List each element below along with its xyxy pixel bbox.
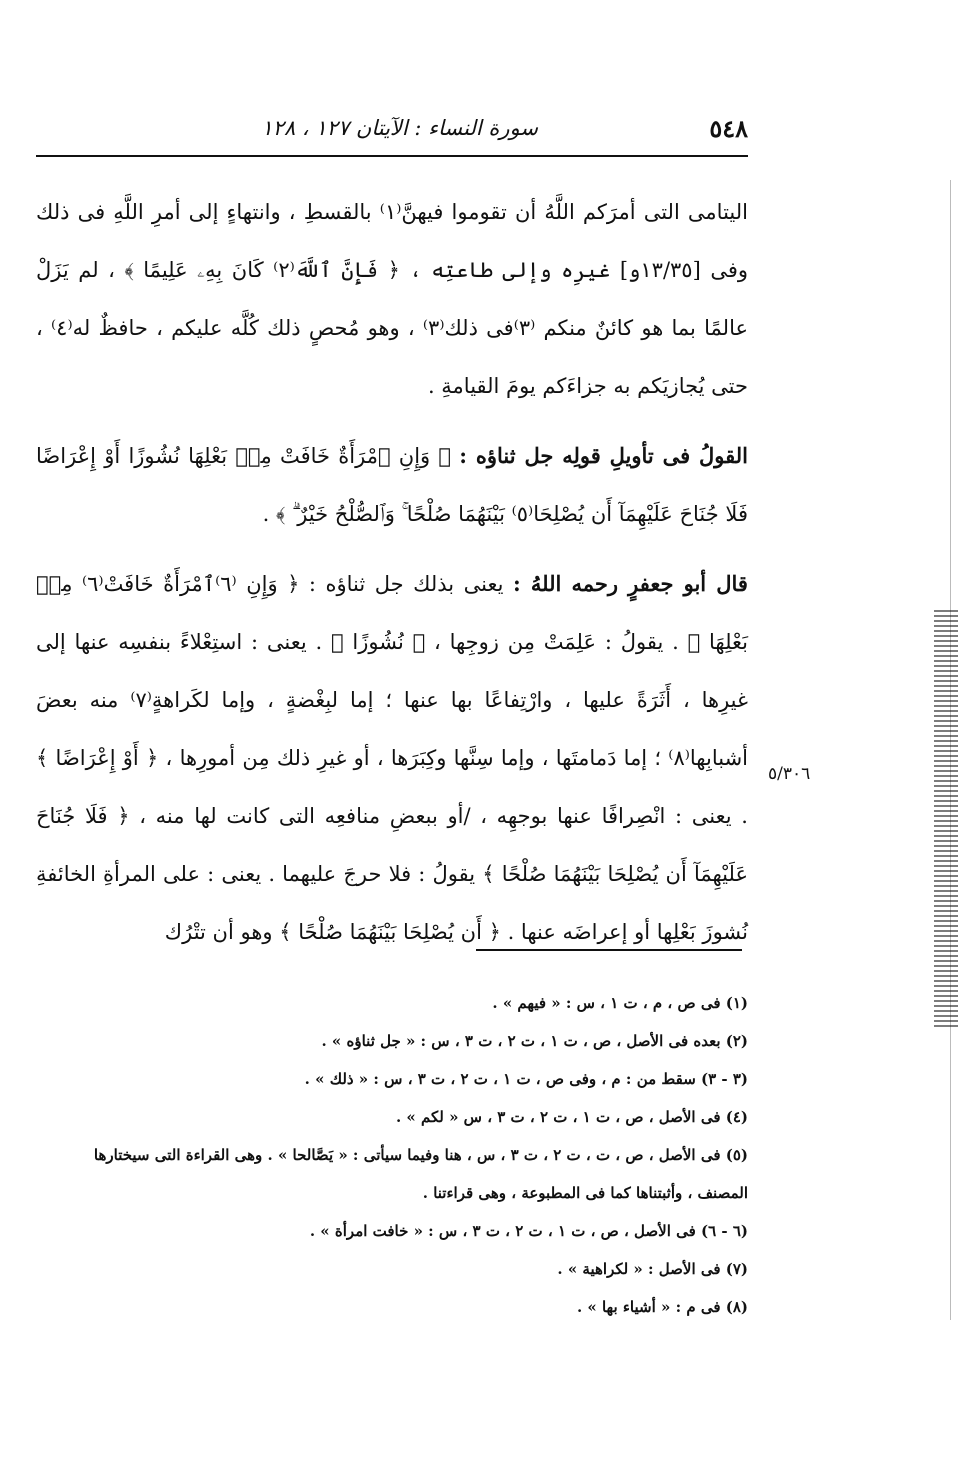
footnote-rule <box>476 949 742 951</box>
author-heading: قال أبو جعفرٍ رحمه اللهُ : <box>512 571 748 596</box>
footnote: (٣ - ٣) سقط من : م ، وفى ص ، ت ١ ، ت ٢ ، ت ٣ ، س : « ذلك » . <box>304 1070 748 1088</box>
margin-reference: ٥/٣٠٦ <box>768 764 811 784</box>
page-number: ٥٤٨ <box>709 114 748 143</box>
footnote: (٨) فى م : « أشياء بها » . <box>576 1298 748 1316</box>
paragraph <box>36 427 748 543</box>
quran-verse: ﴿ وَإِنِ ٱمْرَأَةٌ خَافَتْ مِنۢ بَعْلِهَا نُشُوزًا أَوْ إِعْرَاضًا فَلَا جُنَاحَ عَلَيْهِمَآ أَن يُصْلِحَا⁽٥⁾ بَيْنَهُمَا صُلْحًا ۚ وَٱلصُّلْحُ خَيْرٌ ۗ ﴾ . <box>36 444 748 526</box>
footnotes <box>36 984 748 1326</box>
paragraph: اليتامى التى أمرَكم اللَّهُ أن تقوموا فيهنَّ⁽١⁾ بالقسطِ ، وانتهاءٍ إلى أمرِ اللَّهِ فى ذلك وفى [١٣/٣٥و] غيرِه وإلى طاعتِه ، ﴿ فَإِنَّ ٱللَّهَ⁽٢⁾ كَانَ بِهِۦ عَلِيمًا ﴾ ، لم يَزَلْ عالمًا بما هو كائنٌ منكم ⁽٣⁾فى ذلك⁽٣⁾ ، وهو مُحصٍ ذلك كُلَّه عليكم ، حافظٌ له⁽٤⁾ ، حتى يُجازيَكم به جزاءَكم يومَ القيامةِ . <box>36 200 749 398</box>
footnote: (٢) بعده فى الأصل ، ص ، ت ١ ، ت ٢ ، ت ٣ ، س : « جل ثناؤه » . <box>321 1032 748 1050</box>
scan-edge-marks <box>934 610 958 1030</box>
header-rule <box>36 155 748 157</box>
paragraph <box>36 555 748 961</box>
footnote: (٥) فى الأصل ، ص ، ت ، ت ٢ ، ت ٣ ، س ، هنا وفيما سيأتى : « يَصَّالحا » . وهى القراءة التى سيختارها <box>93 1146 748 1164</box>
commentary-text: يعنى بذلك جل ثناؤه : ﴿ وَإِنِ ⁽٦⁾ٱمْرَأَةٌ خَافَتْ⁽٦⁾ مِنۢ بَعْلِهَا ﴾ . يقولُ : عَلِمَتْ مِن زوجِها ، ﴿ نُشُوزًا ﴾ . يعنى : استِعْلاءً بنفسِه عنها إلى غيرِها ، أَثَرَةً عليها ، وارْتِفاعًا بها عنها ؛ إما لبِغْضةٍ ، وإما لكَراهةٍ⁽٧⁾ منه بعضَ أشبابِها⁽٨⁾ ؛ إما دَمامتَها ، وإما سِنَّها وكِبَرَها ، أو غيرِ ذلك مِن أمورِها ، ﴿ أَوْ إِعْرَاضًا ﴾ . يعنى : انْصِرافًا عنها بوجهِه ، /أو ببعضِ منافعِه التى كانت لها منه ، ﴿ فَلَا جُنَاحَ عَلَيْهِمَآ أَن يُصْلِحَا بَيْنَهُمَا صُلْحًا ﴾ يقولُ : فلا حرجَ عليهما . يعنى : على المرأةِ الخائفةِ نُشوزَ بَعْلِها أو إعراضَه عنها . ﴿ أَن يُصْلِحَا بَيْنَهُمَا صُلْحًا ﴾ وهو أن تتْرُك <box>36 572 748 944</box>
footnote: (٦ - ٦) فى الأصل ، ص ، ت ١ ، ت ٢ ، ت ٣ ، س : « خافت امرأة » . <box>309 1222 748 1240</box>
running-title: سورة النساء : الآيتان ١٢٧ ، ١٢٨ <box>261 116 538 140</box>
section-heading: القولُ فى تأويلِ قولِه جل ثناؤه : <box>459 443 748 468</box>
main-text <box>36 183 748 973</box>
footnote: (٤) فى الأصل ، ص ، ت ١ ، ت ٢ ، ت ٣ ، س « لكم » . <box>395 1108 748 1126</box>
footnote: (٧) فى الأصل : « لكراهية » . <box>557 1260 748 1278</box>
footnote: (١) فى ص ، م ، ت ١ ، س : « فيهم » . <box>492 994 748 1012</box>
page-header <box>36 108 748 152</box>
footnote-continuation: المصنف ، وأثبتناها كما فى المطبوعة ، وهى قراءتنا . <box>422 1184 748 1202</box>
